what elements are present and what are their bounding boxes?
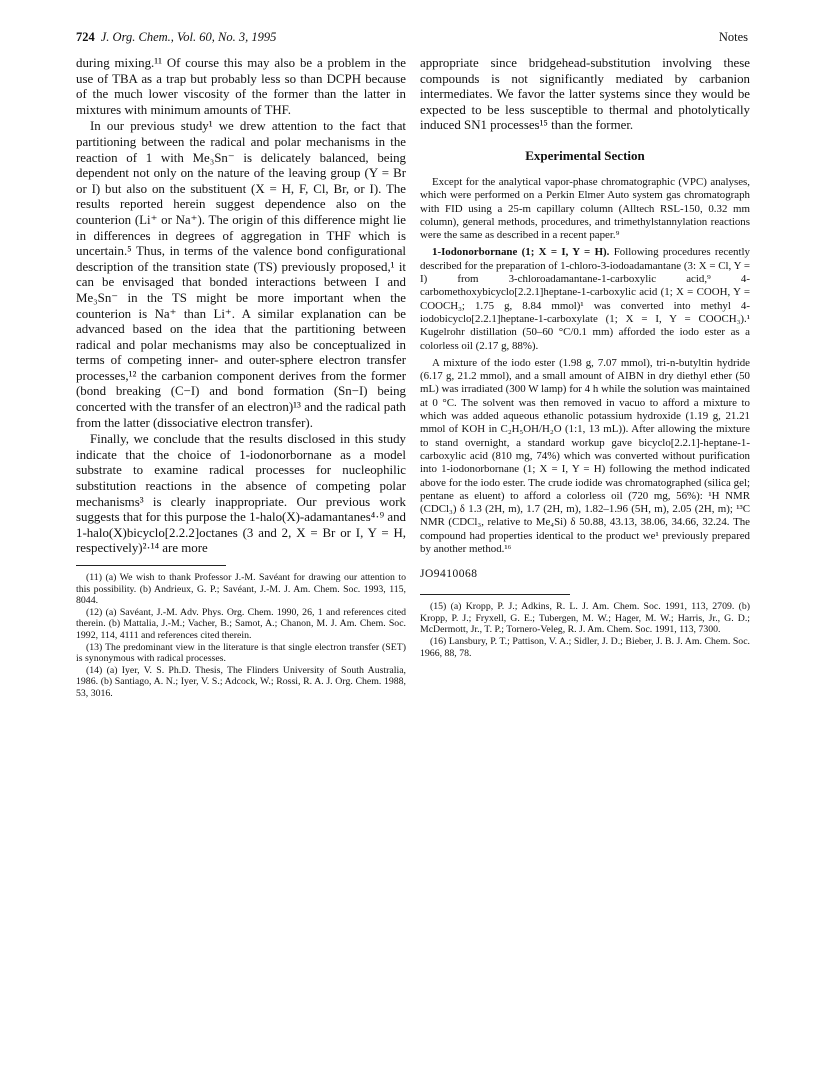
compound-heading: 1-Iodonorbornane (1; X = I, Y = H). (432, 246, 610, 259)
footnote: (13) The predominant view in the literature is that single electron transfer (SET) is synonymous with radical processes. (76, 641, 406, 665)
section-label: Notes (718, 30, 748, 44)
footnote: (15) (a) Kropp, P. J.; Adkins, R. L. J. Am. Chem. Soc. 1991, 113, 2709. (b) Kropp, P. J.; Fryxell, G. E.; Tubergen, M. W.; Hager, M. W.; Harris, Jr., G. D.; McDermott, Jr., T. P.; Tornero-Veleg, R. J. Am. Chem. Soc. 1991, 113, 7300. (420, 601, 750, 636)
paragraph: Finally, we conclude that the results disclosed in this study indicate that the choice of 1-iodonorbornane as a model substrate to examine radical processes for nucleophilic substitution reactions in the absence of competing polar mechanisms³ is clearly inappropriate. Our previous work suggests that for this purpose the 1-halo(X)-adamantanes⁴·⁹ and 1-halo(X)bicyclo[2.2.2]octanes (3 and 2, X = Br or I, Y = H, respectively)²·¹⁴ are more (76, 432, 406, 556)
journal-citation: J. Org. Chem., Vol. 60, No. 3, 1995 (100, 30, 277, 44)
paragraph: during mixing.¹¹ Of course this may also be a problem in the use of TBA as a trap but probably less so than DCPH because of the much lower viscosity of the former than the latter in mixtures with minimum amounts of THF. (76, 56, 406, 117)
body-text (76, 56, 406, 557)
paragraph: appropriate since bridgehead-substitution involving these compounds is not significantly mediated by carbanion intermediates. We favor the latter systems since they would be expected to be less susceptible to thermal and photolytically induced SN1 processes¹⁵ than the former. (420, 56, 750, 133)
page-number: 724 (76, 30, 95, 44)
experimental-section (420, 176, 750, 556)
footnote: (11) (a) We wish to thank Professor J.-M. Savéant for drawing our attention to this possibility. (b) Andrieux, G. P.; Savéant, J.-M. J. Am. Chem. Soc. 1993, 115, 8044. (76, 572, 406, 607)
footnote-divider (76, 565, 226, 566)
paragraph (420, 246, 750, 352)
footnote: (12) (a) Savéant, J.-M. Adv. Phys. Org. Chem. 1990, 26, 1 and references cited therein. (b) Mattalia, J.-M.; Vacher, B.; Samot, A.; Chanon, M. J. Am. Chem. Soc. 1992, 114, 4111 and references cited therein. (76, 606, 406, 641)
footnotes (420, 601, 750, 659)
paragraph: Except for the analytical vapor-phase chromatographic (VPC) analyses, which were performed on a Perkin Elmer Auto system gas chromatograph with FID using a 25-m capillary column (Alltech RSL-150, 0.32 mm column), general methods, procedures, and trimethylstannylation reactions were the same as described in a recent paper.⁹ (420, 175, 750, 242)
compound-text: Following procedures recently described for the preparation of 1-chloro-3-iodoadamantane (3: X = Cl, Y = I) from 3-chloroadamantane-1-carboxylic acid,⁹ 4-carbomethoxybicyclo[2.2.1]heptane-1-carboxylic acid (1; X = COOH, Y = COOCH₃; 1.75 g, 8.84 mmol)¹ was converted into methyl 4-iodobicyclo[2.2.1]heptane-1-carboxylate (1; X = I, Y = COOCH₃).¹ Kugelrohr distillation (50–60 °C/0.1 mm) afforded the iodo ester as a colorless oil (2.17 g, 88%). (420, 246, 750, 352)
section-heading: Experimental Section (525, 147, 645, 163)
footnote: (14) (a) Iyer, V. S. Ph.D. Thesis, The Flinders University of South Australia, 1986. (b) Santiago, A. N.; Iyer, V. S.; Adcock, W.; Rossi, R. A. J. Org. Chem. 1988, 53, 3016. (76, 664, 406, 699)
paragraph: In our previous study¹ we drew attention to the fact that partitioning between the radical and polar mechanisms in the reaction of 1 with Me₃Sn⁻ is delicately balanced, being dependent not only on the nature of the leaving group (Y = Br or I) but also on the substituent (X = H, F, Cl, Br, or I). The results reported herein suggest dependence also on the counterion (Li⁺ or Na⁺). The origin of this difference might lie in differences in degrees of aggregation in THF which is uncertain.⁵ Thus, in terms of the valence bond configurational description of the transition state (TS) previously proposed,¹ it can be envisaged that bonded interactions between I and Me₃Sn⁻ in the TS might be more important when the counterion is Na⁺ than Li⁺. A similar explanation can be advanced based on the idea that the partitioning between radical and polar mechanisms may also be conceptualized in terms of competing inner- and outer-sphere electron transfer processes,¹² the carbanion component derives from the former (bond breaking (C−I) and bond formation (Sn−I) being concerted with the transfer of an electron)¹³ and the radical path from the latter (dissociative electron transfer). (76, 119, 406, 430)
footnotes (76, 572, 406, 700)
page-header (76, 30, 748, 46)
left-column (76, 56, 406, 700)
manuscript-code: JO9410068 (420, 568, 478, 581)
body-text (420, 56, 750, 134)
footnote: (16) Lansbury, P. T.; Pattison, V. A.; Sidler, J. D.; Bieber, J. B. J. Am. Chem. Soc. 1966, 88, 78. (420, 636, 750, 659)
paragraph: A mixture of the iodo ester (1.98 g, 7.07 mmol), tri-n-butyltin hydride (6.17 g, 21.2 mmol), and a small amount of AIBN in dry diethyl ether (50 mL) was irradiated (300 W lamp) for 4 h while the solution was maintained at 0 °C. The solvent was then removed in vacuo to afford a mixture to which was added aqueous ethanolic potassium hydroxide (1.19 g, 21.21 mmol of KOH in C₂H₅OH/H₂O (1:1, 13 mL)). After allowing the mixture to stand overnight, a standard workup gave bicyclo[2.2.1]-heptane-1-carboxylic acid (810 mg, 74%) which was converted without purification into 1-iodonorbornane (1; X = I, Y = H) following the method indicated above for the iodo ester. The crude iodide was chromatographed (silica gel; pentane as eluent) to afford a colorless oil (720 mg, 56%): ¹H NMR (CDCl₃) δ 1.3 (2H, m), 1.7 (2H, m), 1.82–1.96 (5H, m), 2.05 (2H, m); ¹³C NMR (CDCl₃, relative to Me₄Si) δ 50.88, 43.13, 38.06, 34.66, 32.24. The compound had properties identical to the product we¹ previously prepared by another method.¹⁶ (420, 356, 750, 555)
right-column (420, 56, 750, 659)
running-head-left (76, 30, 276, 45)
footnote-divider (420, 594, 570, 595)
